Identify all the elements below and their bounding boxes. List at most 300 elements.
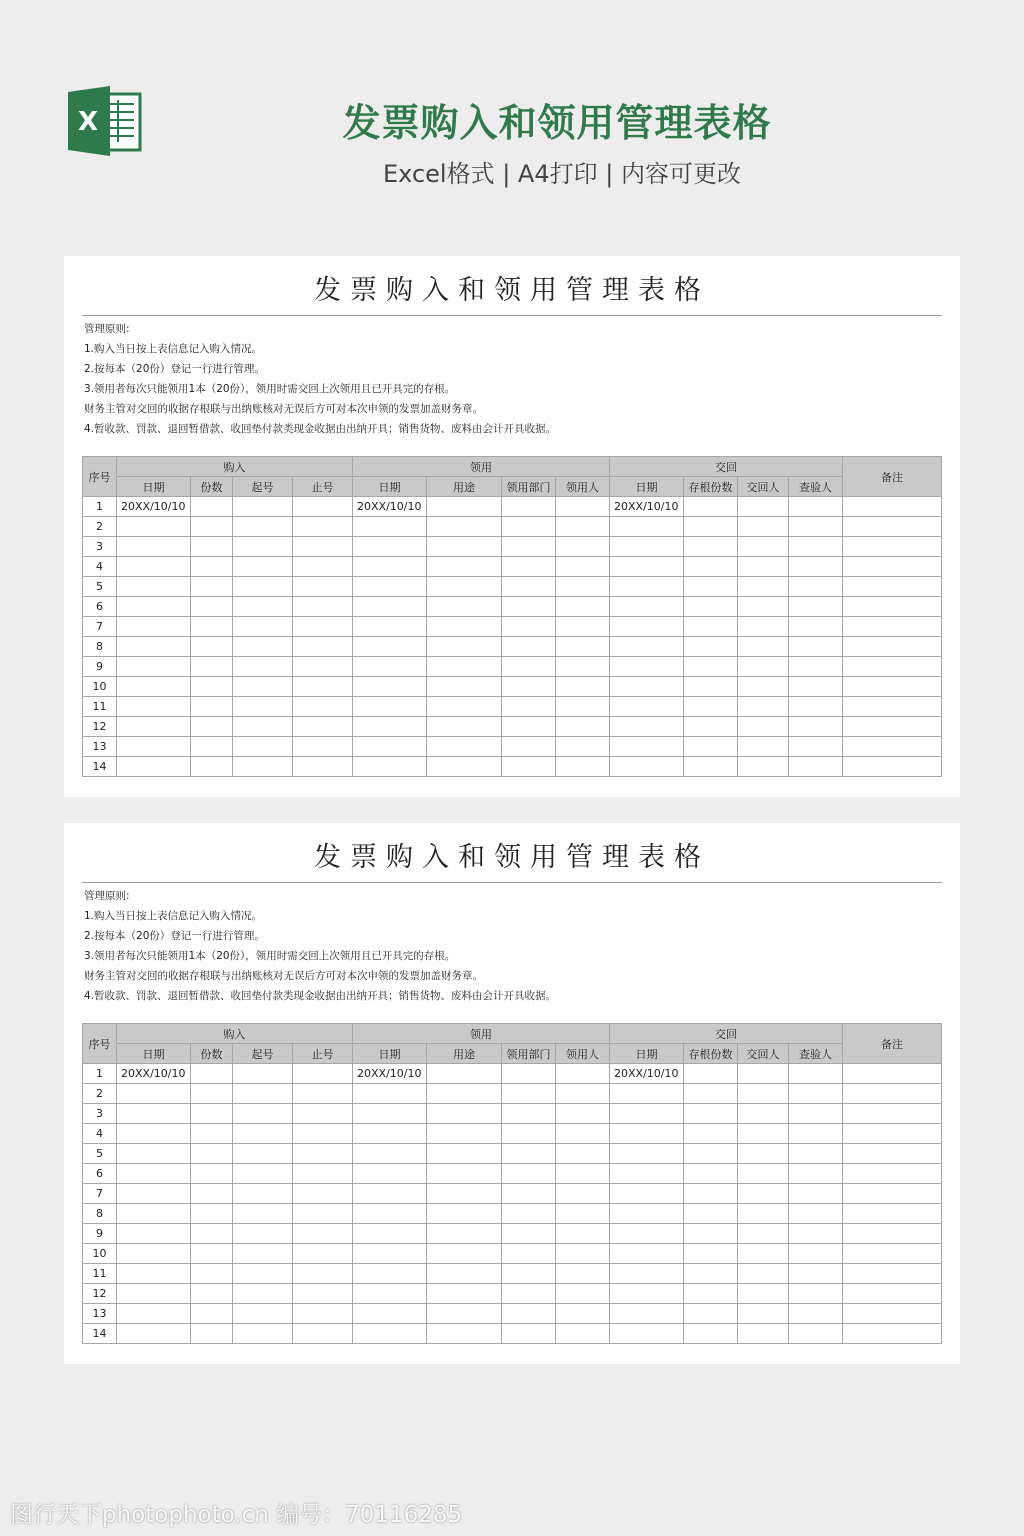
table-cell[interactable]: [738, 1224, 789, 1244]
row-seq-cell[interactable]: 3: [83, 1104, 117, 1124]
row-seq-cell[interactable]: 6: [83, 597, 117, 617]
table-cell[interactable]: [191, 537, 233, 557]
table-cell[interactable]: [738, 1204, 789, 1224]
table-cell[interactable]: [191, 1084, 233, 1104]
table-cell[interactable]: [843, 1164, 942, 1184]
date-cell[interactable]: [353, 577, 427, 597]
table-cell[interactable]: [789, 557, 843, 577]
row-seq-cell[interactable]: 13: [83, 737, 117, 757]
date-cell[interactable]: [353, 537, 427, 557]
table-cell[interactable]: [556, 657, 610, 677]
table-cell[interactable]: [738, 617, 789, 637]
table-cell[interactable]: [843, 1224, 942, 1244]
table-cell[interactable]: [556, 1224, 610, 1244]
table-cell[interactable]: [191, 717, 233, 737]
table-cell[interactable]: [738, 497, 789, 517]
table-cell[interactable]: [843, 1184, 942, 1204]
table-cell[interactable]: [191, 497, 233, 517]
table-cell[interactable]: [502, 637, 556, 657]
table-cell[interactable]: [556, 1064, 610, 1084]
date-cell[interactable]: [117, 657, 191, 677]
table-cell[interactable]: [789, 497, 843, 517]
table-cell[interactable]: [502, 1324, 556, 1344]
date-cell[interactable]: [117, 737, 191, 757]
table-cell[interactable]: [233, 1084, 293, 1104]
date-cell[interactable]: [610, 577, 684, 597]
date-cell[interactable]: [610, 737, 684, 757]
table-cell[interactable]: [789, 757, 843, 777]
table-cell[interactable]: [293, 737, 353, 757]
table-cell[interactable]: [233, 637, 293, 657]
table-cell[interactable]: [738, 697, 789, 717]
table-cell[interactable]: [191, 1204, 233, 1224]
table-cell[interactable]: [502, 1284, 556, 1304]
table-cell[interactable]: [502, 517, 556, 537]
date-cell[interactable]: [610, 597, 684, 617]
table-cell[interactable]: [556, 717, 610, 737]
table-cell[interactable]: [191, 1264, 233, 1284]
date-cell[interactable]: [353, 757, 427, 777]
table-cell[interactable]: [556, 1264, 610, 1284]
date-cell[interactable]: [610, 1124, 684, 1144]
table-cell[interactable]: [738, 1184, 789, 1204]
table-cell[interactable]: [684, 757, 738, 777]
table-cell[interactable]: [293, 617, 353, 637]
table-cell[interactable]: [789, 1184, 843, 1204]
table-cell[interactable]: [502, 717, 556, 737]
date-cell[interactable]: [117, 1164, 191, 1184]
date-cell[interactable]: [117, 697, 191, 717]
table-cell[interactable]: [738, 757, 789, 777]
table-cell[interactable]: [556, 1244, 610, 1264]
table-cell[interactable]: [684, 1144, 738, 1164]
table-cell[interactable]: [191, 617, 233, 637]
date-cell[interactable]: [117, 517, 191, 537]
date-cell[interactable]: [117, 1224, 191, 1244]
table-cell[interactable]: [684, 1104, 738, 1124]
table-cell[interactable]: [427, 1324, 502, 1344]
date-cell[interactable]: [353, 1164, 427, 1184]
date-cell[interactable]: [117, 1304, 191, 1324]
table-cell[interactable]: [293, 677, 353, 697]
table-cell[interactable]: [191, 1324, 233, 1344]
table-cell[interactable]: [684, 717, 738, 737]
table-cell[interactable]: [843, 1264, 942, 1284]
table-cell[interactable]: [502, 1304, 556, 1324]
row-seq-cell[interactable]: 12: [83, 717, 117, 737]
table-cell[interactable]: [789, 657, 843, 677]
table-cell[interactable]: [502, 1204, 556, 1224]
table-cell[interactable]: [556, 737, 610, 757]
table-cell[interactable]: [738, 1124, 789, 1144]
table-cell[interactable]: [427, 697, 502, 717]
table-cell[interactable]: [556, 1204, 610, 1224]
table-cell[interactable]: [843, 1304, 942, 1324]
table-cell[interactable]: [502, 1224, 556, 1244]
table-cell[interactable]: [191, 637, 233, 657]
table-cell[interactable]: [502, 577, 556, 597]
table-cell[interactable]: [191, 697, 233, 717]
table-cell[interactable]: [738, 1164, 789, 1184]
table-cell[interactable]: [738, 557, 789, 577]
table-cell[interactable]: [502, 537, 556, 557]
table-cell[interactable]: [789, 1124, 843, 1144]
date-cell[interactable]: [353, 557, 427, 577]
table-cell[interactable]: [293, 1104, 353, 1124]
row-seq-cell[interactable]: 5: [83, 577, 117, 597]
table-cell[interactable]: [684, 1164, 738, 1184]
table-cell[interactable]: [556, 537, 610, 557]
date-cell[interactable]: 20XX/10/10: [117, 1064, 191, 1084]
table-cell[interactable]: [293, 1064, 353, 1084]
table-cell[interactable]: [556, 1164, 610, 1184]
table-cell[interactable]: [738, 1244, 789, 1264]
date-cell[interactable]: [353, 1084, 427, 1104]
table-cell[interactable]: [843, 1064, 942, 1084]
table-cell[interactable]: [556, 517, 610, 537]
table-cell[interactable]: [789, 677, 843, 697]
table-cell[interactable]: [843, 717, 942, 737]
table-cell[interactable]: [427, 557, 502, 577]
table-cell[interactable]: [427, 537, 502, 557]
table-cell[interactable]: [843, 697, 942, 717]
date-cell[interactable]: [353, 657, 427, 677]
table-cell[interactable]: [233, 537, 293, 557]
table-cell[interactable]: [293, 1204, 353, 1224]
date-cell[interactable]: [610, 1224, 684, 1244]
date-cell[interactable]: 20XX/10/10: [353, 1064, 427, 1084]
row-seq-cell[interactable]: 9: [83, 657, 117, 677]
table-cell[interactable]: [293, 497, 353, 517]
table-cell[interactable]: [843, 1324, 942, 1344]
table-cell[interactable]: [502, 757, 556, 777]
table-cell[interactable]: [738, 1264, 789, 1284]
table-cell[interactable]: [293, 717, 353, 737]
row-seq-cell[interactable]: 11: [83, 1264, 117, 1284]
table-cell[interactable]: [556, 497, 610, 517]
table-cell[interactable]: [191, 757, 233, 777]
date-cell[interactable]: [610, 557, 684, 577]
table-cell[interactable]: [556, 617, 610, 637]
table-cell[interactable]: [556, 1104, 610, 1124]
table-cell[interactable]: [502, 1164, 556, 1184]
date-cell[interactable]: [353, 597, 427, 617]
table-cell[interactable]: [684, 1224, 738, 1244]
row-seq-cell[interactable]: 6: [83, 1164, 117, 1184]
table-cell[interactable]: [789, 1284, 843, 1304]
table-cell[interactable]: [293, 637, 353, 657]
table-cell[interactable]: [427, 1164, 502, 1184]
table-cell[interactable]: [684, 557, 738, 577]
table-cell[interactable]: [502, 1264, 556, 1284]
table-cell[interactable]: [684, 657, 738, 677]
table-cell[interactable]: [843, 537, 942, 557]
table-cell[interactable]: [191, 557, 233, 577]
table-cell[interactable]: [843, 1284, 942, 1304]
table-cell[interactable]: [502, 497, 556, 517]
table-cell[interactable]: [789, 577, 843, 597]
table-cell[interactable]: [843, 637, 942, 657]
table-cell[interactable]: [789, 717, 843, 737]
row-seq-cell[interactable]: 1: [83, 1064, 117, 1084]
table-cell[interactable]: [427, 1184, 502, 1204]
row-seq-cell[interactable]: 10: [83, 677, 117, 697]
table-cell[interactable]: [502, 1084, 556, 1104]
table-cell[interactable]: [233, 557, 293, 577]
table-cell[interactable]: [427, 1084, 502, 1104]
date-cell[interactable]: [353, 617, 427, 637]
date-cell[interactable]: [117, 1324, 191, 1344]
table-cell[interactable]: [843, 497, 942, 517]
row-seq-cell[interactable]: 4: [83, 1124, 117, 1144]
date-cell[interactable]: [353, 1124, 427, 1144]
table-cell[interactable]: [502, 1144, 556, 1164]
row-seq-cell[interactable]: 12: [83, 1284, 117, 1304]
date-cell[interactable]: [610, 1104, 684, 1124]
table-cell[interactable]: [789, 1304, 843, 1324]
date-cell[interactable]: [353, 1284, 427, 1304]
table-cell[interactable]: [684, 1244, 738, 1264]
table-cell[interactable]: [502, 1124, 556, 1144]
table-cell[interactable]: [233, 757, 293, 777]
table-cell[interactable]: [233, 1184, 293, 1204]
table-cell[interactable]: [293, 1304, 353, 1324]
date-cell[interactable]: [117, 1184, 191, 1204]
date-cell[interactable]: [610, 537, 684, 557]
table-cell[interactable]: [427, 1224, 502, 1244]
table-cell[interactable]: [233, 1304, 293, 1324]
table-cell[interactable]: [293, 757, 353, 777]
table-cell[interactable]: [843, 577, 942, 597]
row-seq-cell[interactable]: 5: [83, 1144, 117, 1164]
table-cell[interactable]: [789, 1204, 843, 1224]
row-seq-cell[interactable]: 13: [83, 1304, 117, 1324]
table-cell[interactable]: [684, 517, 738, 537]
date-cell[interactable]: [610, 697, 684, 717]
table-cell[interactable]: [684, 597, 738, 617]
table-cell[interactable]: [293, 517, 353, 537]
table-cell[interactable]: [427, 1064, 502, 1084]
table-cell[interactable]: [684, 1184, 738, 1204]
table-cell[interactable]: [233, 737, 293, 757]
table-cell[interactable]: [233, 1224, 293, 1244]
table-cell[interactable]: [738, 677, 789, 697]
row-seq-cell[interactable]: 8: [83, 1204, 117, 1224]
table-cell[interactable]: [738, 1104, 789, 1124]
row-seq-cell[interactable]: 1: [83, 497, 117, 517]
table-cell[interactable]: [738, 517, 789, 537]
table-cell[interactable]: [427, 1264, 502, 1284]
table-cell[interactable]: [684, 677, 738, 697]
table-cell[interactable]: [556, 1324, 610, 1344]
table-cell[interactable]: [427, 1124, 502, 1144]
date-cell[interactable]: [117, 537, 191, 557]
table-cell[interactable]: [233, 1264, 293, 1284]
date-cell[interactable]: [610, 677, 684, 697]
table-cell[interactable]: [738, 577, 789, 597]
table-cell[interactable]: [843, 557, 942, 577]
date-cell[interactable]: [610, 1184, 684, 1204]
table-cell[interactable]: [556, 1124, 610, 1144]
table-cell[interactable]: [191, 1284, 233, 1304]
table-cell[interactable]: [427, 1304, 502, 1324]
date-cell[interactable]: [610, 1084, 684, 1104]
table-cell[interactable]: [427, 637, 502, 657]
date-cell[interactable]: [610, 1304, 684, 1324]
date-cell[interactable]: [610, 1284, 684, 1304]
table-cell[interactable]: [738, 597, 789, 617]
table-cell[interactable]: [427, 677, 502, 697]
table-cell[interactable]: [502, 1244, 556, 1264]
date-cell[interactable]: [610, 1264, 684, 1284]
table-cell[interactable]: [738, 1304, 789, 1324]
date-cell[interactable]: [610, 757, 684, 777]
table-cell[interactable]: [233, 597, 293, 617]
table-cell[interactable]: [233, 517, 293, 537]
table-cell[interactable]: [789, 637, 843, 657]
table-cell[interactable]: [427, 517, 502, 537]
table-cell[interactable]: [233, 1144, 293, 1164]
date-cell[interactable]: [117, 1124, 191, 1144]
table-cell[interactable]: [684, 617, 738, 637]
table-cell[interactable]: [191, 1224, 233, 1244]
date-cell[interactable]: [117, 1244, 191, 1264]
table-cell[interactable]: [233, 497, 293, 517]
table-cell[interactable]: [789, 617, 843, 637]
date-cell[interactable]: [610, 517, 684, 537]
date-cell[interactable]: [610, 657, 684, 677]
date-cell[interactable]: [117, 597, 191, 617]
table-cell[interactable]: [191, 1244, 233, 1264]
date-cell[interactable]: [117, 637, 191, 657]
table-cell[interactable]: [684, 737, 738, 757]
date-cell[interactable]: [353, 1144, 427, 1164]
date-cell[interactable]: [610, 1144, 684, 1164]
table-cell[interactable]: [684, 1084, 738, 1104]
table-cell[interactable]: [293, 1084, 353, 1104]
table-cell[interactable]: [684, 697, 738, 717]
date-cell[interactable]: [610, 1324, 684, 1344]
date-cell[interactable]: 20XX/10/10: [353, 497, 427, 517]
table-cell[interactable]: [684, 1304, 738, 1324]
table-cell[interactable]: [427, 497, 502, 517]
date-cell[interactable]: [117, 1264, 191, 1284]
table-cell[interactable]: [191, 1304, 233, 1324]
table-cell[interactable]: [293, 697, 353, 717]
table-cell[interactable]: [233, 1324, 293, 1344]
date-cell[interactable]: 20XX/10/10: [610, 497, 684, 517]
table-cell[interactable]: [789, 517, 843, 537]
table-cell[interactable]: [293, 1224, 353, 1244]
date-cell[interactable]: [610, 1244, 684, 1264]
table-cell[interactable]: [843, 1084, 942, 1104]
table-cell[interactable]: [789, 1244, 843, 1264]
date-cell[interactable]: [353, 677, 427, 697]
table-cell[interactable]: [789, 537, 843, 557]
table-cell[interactable]: [233, 1064, 293, 1084]
table-cell[interactable]: [789, 1264, 843, 1284]
table-cell[interactable]: [556, 677, 610, 697]
table-cell[interactable]: [556, 1304, 610, 1324]
table-cell[interactable]: [843, 617, 942, 637]
date-cell[interactable]: [353, 697, 427, 717]
table-cell[interactable]: [427, 617, 502, 637]
table-cell[interactable]: [556, 637, 610, 657]
table-cell[interactable]: [738, 637, 789, 657]
table-cell[interactable]: [293, 1144, 353, 1164]
table-cell[interactable]: [684, 1064, 738, 1084]
table-cell[interactable]: [427, 577, 502, 597]
table-cell[interactable]: [293, 537, 353, 557]
date-cell[interactable]: 20XX/10/10: [117, 497, 191, 517]
table-cell[interactable]: [502, 617, 556, 637]
table-cell[interactable]: [556, 1284, 610, 1304]
table-cell[interactable]: [293, 597, 353, 617]
date-cell[interactable]: [353, 1184, 427, 1204]
date-cell[interactable]: [117, 577, 191, 597]
date-cell[interactable]: [353, 1304, 427, 1324]
date-cell[interactable]: [610, 717, 684, 737]
table-cell[interactable]: [789, 1144, 843, 1164]
date-cell[interactable]: [117, 717, 191, 737]
table-cell[interactable]: [427, 717, 502, 737]
table-cell[interactable]: [789, 697, 843, 717]
table-cell[interactable]: [502, 657, 556, 677]
table-cell[interactable]: [738, 1324, 789, 1344]
table-cell[interactable]: [502, 737, 556, 757]
table-cell[interactable]: [556, 1144, 610, 1164]
date-cell[interactable]: [353, 1324, 427, 1344]
table-cell[interactable]: [191, 597, 233, 617]
table-cell[interactable]: [502, 677, 556, 697]
table-cell[interactable]: [502, 557, 556, 577]
row-seq-cell[interactable]: 4: [83, 557, 117, 577]
table-cell[interactable]: [789, 1224, 843, 1244]
table-cell[interactable]: [684, 637, 738, 657]
table-cell[interactable]: [233, 617, 293, 637]
table-cell[interactable]: [502, 697, 556, 717]
table-cell[interactable]: [233, 1124, 293, 1144]
table-cell[interactable]: [293, 1244, 353, 1264]
table-cell[interactable]: [293, 1184, 353, 1204]
table-cell[interactable]: [684, 537, 738, 557]
table-cell[interactable]: [843, 757, 942, 777]
table-cell[interactable]: [738, 1084, 789, 1104]
row-seq-cell[interactable]: 3: [83, 537, 117, 557]
table-cell[interactable]: [233, 677, 293, 697]
table-cell[interactable]: [843, 597, 942, 617]
date-cell[interactable]: [353, 517, 427, 537]
table-cell[interactable]: [293, 1324, 353, 1344]
date-cell[interactable]: [117, 1104, 191, 1124]
table-cell[interactable]: [789, 1324, 843, 1344]
row-seq-cell[interactable]: 14: [83, 757, 117, 777]
table-cell[interactable]: [233, 1164, 293, 1184]
table-cell[interactable]: [427, 657, 502, 677]
table-cell[interactable]: [789, 1164, 843, 1184]
table-cell[interactable]: [843, 1104, 942, 1124]
table-cell[interactable]: [789, 1104, 843, 1124]
table-cell[interactable]: [427, 597, 502, 617]
table-cell[interactable]: [191, 1184, 233, 1204]
table-cell[interactable]: [427, 1104, 502, 1124]
table-cell[interactable]: [843, 1244, 942, 1264]
date-cell[interactable]: [610, 1204, 684, 1224]
table-cell[interactable]: [556, 557, 610, 577]
table-cell[interactable]: [293, 1164, 353, 1184]
date-cell[interactable]: [353, 737, 427, 757]
date-cell[interactable]: [117, 757, 191, 777]
